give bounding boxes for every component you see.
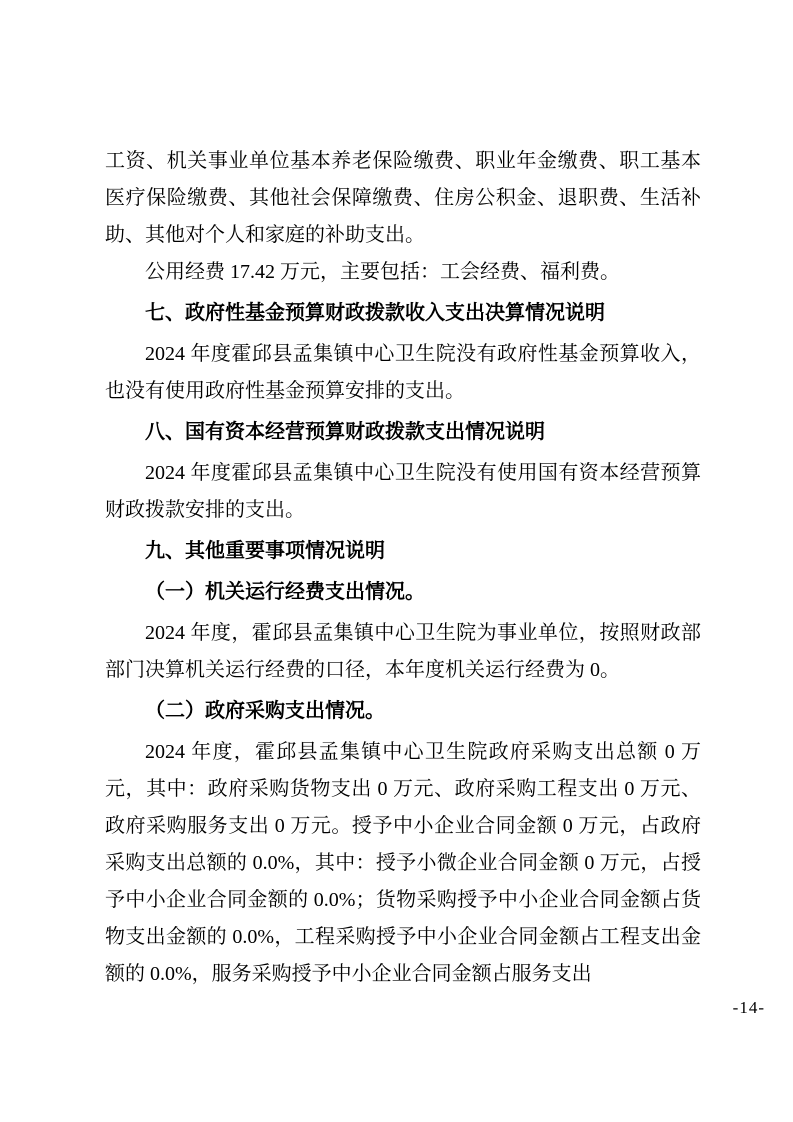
heading-section-7-government-fund-budget: 七、政府性基金预算财政拨款收入支出决算情况说明 (145, 302, 605, 324)
document-body (105, 143, 701, 993)
heading-section-9-other-important-matters: 九、其他重要事项情况说明 (145, 540, 385, 562)
paragraph-section-8: 2024 年度霍邱县孟集镇中心卫生院没有使用国有资本经营预算财政拨款安排的支出。 (105, 462, 701, 521)
paragraph-subsidy-continuation: 工资、机关事业单位基本养老保险缴费、职业年金缴费、职工基本医疗保险缴费、其他社会保障缴费、住房公积金、退职费、生活补助、其他对个人和家庭的补助支出。 (105, 150, 701, 246)
paragraph-9-2-government-procurement: 2024 年度，霍邱县孟集镇中心卫生院政府采购支出总额 0 万元，其中：政府采购货物支出 0 万元、政府采购工程支出 0 万元、政府采购服务支出 0 万元。授予中小企业合同金额 0 万元，占政府采购支出总额的 0.0%，其中：授予小微企业合同金额 0 万元，占授予中小企业合同金额的 0.0%；货物采购授予中小企业合同金额占货物支出金额的 0.0%，工程采购授予中小企业合同金额占工程支出金额的 0.0%，服务采购授予中小企业合同金额占服务支出 (105, 741, 701, 985)
heading-section-8-state-capital-budget: 八、国有资本经营预算财政拨款支出情况说明 (145, 421, 545, 443)
paragraph-section-7: 2024 年度霍邱县孟集镇中心卫生院没有政府性基金预算收入，也没有使用政府性基金预算安排的支出。 (105, 343, 701, 402)
paragraph-public-expense: 公用经费 17.42 万元，主要包括：工会经费、福利费。 (145, 261, 620, 283)
subheading-9-1-operating-expense: （一）机关运行经费支出情况。 (145, 581, 425, 603)
paragraph-9-1-operating-expense: 2024 年度，霍邱县孟集镇中心卫生院为事业单位，按照财政部部门决算机关运行经费的口径，本年度机关运行经费为 0。 (105, 622, 701, 681)
subheading-9-2-government-procurement: （二）政府采购支出情况。 (145, 700, 385, 722)
page-number: -14- (732, 998, 765, 1017)
